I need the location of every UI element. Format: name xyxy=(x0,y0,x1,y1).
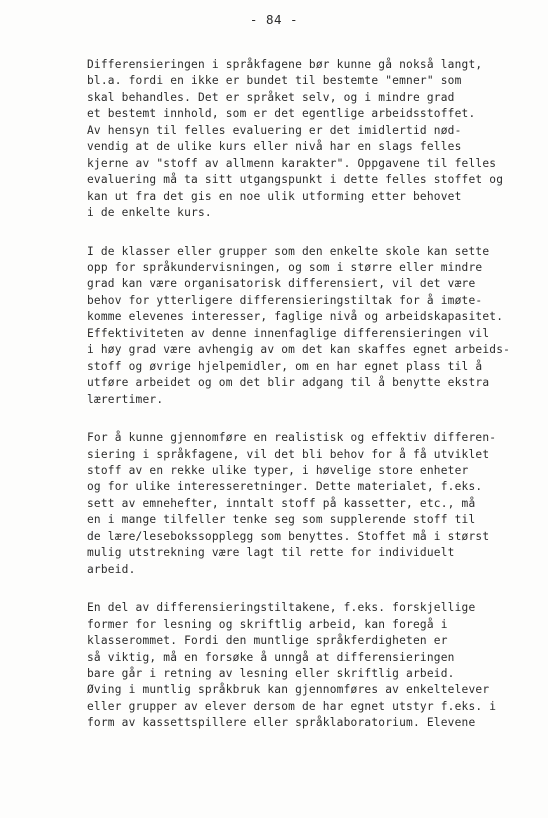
paragraph-3 xyxy=(87,430,527,578)
page-number: - 84 - xyxy=(249,12,299,27)
text-line: en i mange tilfeller tenke seg som supplerende stoff til xyxy=(87,513,476,527)
text-line: lærertimer. xyxy=(87,392,164,406)
paragraph-1 xyxy=(87,57,527,222)
text-line: og for ulike interesseretninger. Dette materialet, f.eks. xyxy=(87,480,483,494)
text-line: sett av emnehefter, inntalt stoff på kassetter, etc., må xyxy=(87,496,476,510)
text-line: bare går i retning av lesning eller skriftlig arbeid. xyxy=(87,666,455,680)
text-line: eller grupper av elever dersom de har egnet utstyr f.eks. i xyxy=(87,699,497,713)
text-line: evaluering må ta sitt utgangspunkt i dette felles stoffet og xyxy=(87,173,504,187)
text-line: behov for ytterligere differensieringstiltak for å imøte- xyxy=(87,293,483,307)
text-line: opp for språkundervisningen, og som i større eller mindre xyxy=(87,260,483,274)
text-line: En del av differensieringstiltakene, f.eks. forskjellige xyxy=(87,601,476,615)
paragraph-2 xyxy=(87,244,527,409)
text-line: vendig at de ulike kurs eller nivå har en slags felles xyxy=(87,140,462,154)
text-line: Øving i muntlig språkbruk kan gjennomføres av enkeltelever xyxy=(87,683,490,697)
text-line: de lære/lesebokssopplegg som benyttes. Stoffet må i størst xyxy=(87,529,490,543)
text-line: i de enkelte kurs. xyxy=(87,206,212,220)
text-line: kan ut fra det gis en noe ulik utforming etter behovet xyxy=(87,189,462,203)
text-line: bl.a. fordi en ikke er bundet til bestemte "emner" som xyxy=(87,74,462,88)
text-line: mulig utstrekning være lagt til rette for individuelt xyxy=(87,546,455,560)
text-line: form av kassettspillere eller språklaboratorium. Elevene xyxy=(87,716,476,730)
text-line: et bestemt innhold, som er det egentlige arbeidsstoffet. xyxy=(87,107,476,121)
text-line: kjerne av "stoff av allmenn karakter". Oppgavene til felles xyxy=(87,156,497,170)
text-line: komme elevenes interesser, faglige nivå og arbeidskapasitet. xyxy=(87,310,504,324)
text-line: Differensieringen i språkfagene bør kunne gå nokså langt, xyxy=(87,58,483,71)
text-line: i høy grad være avhengig av om det kan skaffes egnet arbeids- xyxy=(87,343,511,357)
text-line: Av hensyn til felles evaluering er det imidlertid nød- xyxy=(87,123,462,137)
text-line: siering i språkfagene, vil det bli behov for å få utviklet xyxy=(87,447,490,461)
text-line: utføre arbeidet og om det blir adgang til å benytte ekstra xyxy=(87,376,490,390)
text-line: skal behandles. Det er språket selv, og i mindre grad xyxy=(87,90,455,104)
text-line: I de klasser eller grupper som den enkelte skole kan sette xyxy=(87,244,490,258)
text-line: grad kan være organisatorisk differensiert, vil det være xyxy=(87,277,476,291)
text-line: Effektiviteten av denne innenfaglige differensieringen vil xyxy=(87,326,490,340)
text-line: så viktig, må en forsøke å unngå at differensieringen xyxy=(87,650,455,664)
text-line: stoff av en rekke ulike typer, i høvelige store enheter xyxy=(87,463,469,477)
paragraph-4 xyxy=(87,600,527,732)
text-line: For å kunne gjennomføre en realistisk og effektiv differen- xyxy=(87,431,497,445)
text-line: klasserommet. Fordi den muntlige språkferdigheten er xyxy=(87,634,448,648)
text-line: stoff og øvrige hjelpemidler, om en har egnet plass til å xyxy=(87,359,483,373)
text-line: arbeid. xyxy=(87,562,136,576)
body-text xyxy=(87,57,527,754)
text-line: former for lesning og skriftlig arbeid, kan foregå i xyxy=(87,617,448,631)
